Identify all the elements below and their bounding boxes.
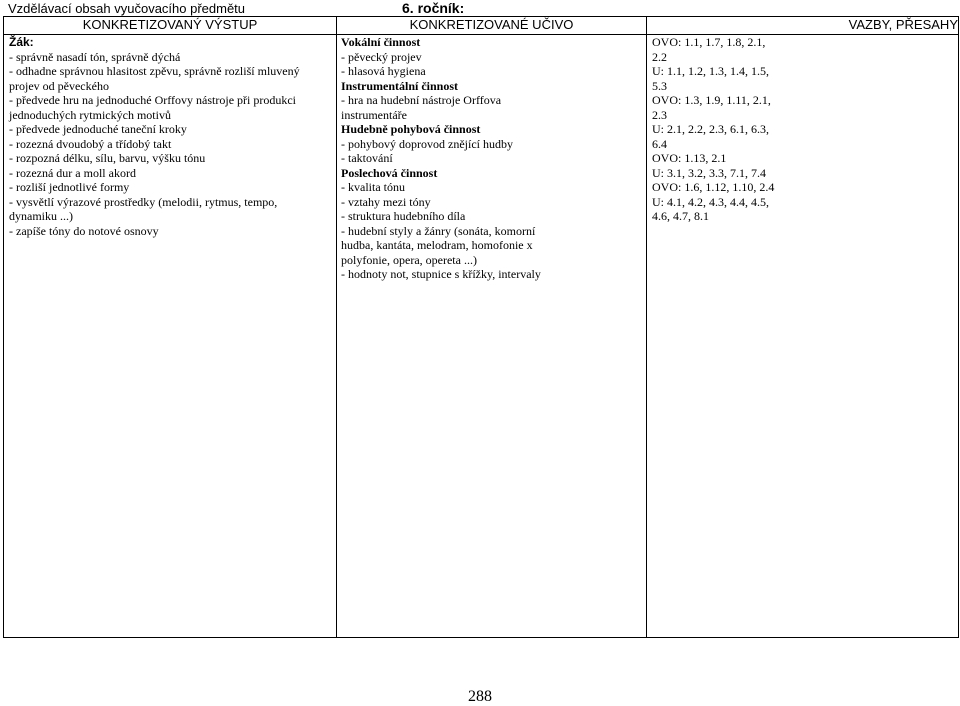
links-line: OVO: 1.1, 1.7, 1.8, 2.1, (652, 35, 766, 49)
content-section-heading: Hudebně pohybová činnost (341, 122, 481, 136)
column-header-content: KONKRETIZOVANÉ UČIVO (409, 17, 574, 32)
grade-heading: 6. ročník: (402, 0, 465, 16)
output-line: - rozezná dvoudobý a třídobý takt (9, 136, 172, 151)
content-line: - pěvecký projev (341, 49, 422, 64)
content-line: - hudební styly a žánry (sonáta, komorní (341, 223, 536, 238)
links-line: 2.3 (652, 107, 667, 122)
table-right-border (958, 16, 959, 638)
table-bottom-border (3, 637, 958, 638)
content-line: - vztahy mezi tóny (341, 194, 431, 209)
content-line: - pohybový doprovod znějící hudby (341, 136, 513, 151)
content-line: - kvalita tónu (341, 180, 405, 194)
output-line: - správně nasadí tón, správně dýchá (9, 49, 181, 64)
output-line: - rozpozná délku, sílu, barvu, výšku tónu (9, 151, 206, 165)
table-left-border (3, 16, 4, 638)
links-line: U: 2.1, 2.2, 2.3, 6.1, 6.3, (652, 122, 769, 136)
output-line: - rozezná dur a moll akord (9, 165, 136, 180)
links-line: 4.6, 4.7, 8.1 (652, 209, 709, 223)
output-line: - předvede hru na jednoduché Orffovy nástroje při produkci (9, 93, 297, 107)
output-line: projev od pěveckého (9, 78, 109, 93)
output-line: - odhadne správnou hlasitost zpěvu, správně rozliší mluvený (9, 64, 300, 78)
content-section-heading: Vokální činnost (341, 35, 421, 49)
output-line: - předvede jednoduché taneční kroky (9, 122, 187, 136)
column-header-links (647, 17, 958, 32)
column-header-output: KONKRETIZOVANÝ VÝSTUP (82, 17, 258, 32)
links-line: 5.3 (652, 78, 667, 93)
output-line: - zapíše tóny do notové osnovy (9, 223, 159, 238)
content-line: - struktura hudebního díla (341, 209, 466, 223)
content-section-heading: Poslechová činnost (341, 165, 438, 180)
links-line: U: 1.1, 1.2, 1.3, 1.4, 1.5, (652, 64, 769, 78)
column-divider-1 (336, 16, 337, 638)
output-line: dynamiku ...) (9, 209, 73, 223)
links-line: U: 4.1, 4.2, 4.3, 4.4, 4.5, (652, 194, 769, 209)
output-cell (9, 35, 334, 238)
links-cell (652, 35, 952, 224)
content-cell (341, 35, 644, 282)
content-line: - hra na hudební nástroje Orffova (341, 93, 502, 107)
column-divider-2 (646, 16, 647, 638)
page-number: 288 (468, 688, 492, 705)
links-line: U: 3.1, 3.2, 3.3, 7.1, 7.4 (652, 165, 766, 180)
links-line: 6.4 (652, 136, 667, 151)
content-line: instrumentáře (341, 107, 407, 122)
column-header-links-text: VAZBY, PŘESAHY (848, 17, 958, 32)
pupil-heading: Žák: (9, 35, 34, 49)
content-line: - hodnoty not, stupnice s křížky, intervaly (341, 267, 541, 281)
subject-title: Vzdělávací obsah vyučovacího předmětu (8, 1, 246, 16)
content-line: - hlasová hygiena (341, 64, 426, 78)
links-line: OVO: 1.13, 2.1 (652, 151, 727, 165)
content-line: polyfonie, opera, opereta ...) (341, 252, 477, 267)
links-line: OVO: 1.6, 1.12, 1.10, 2.4 (652, 180, 775, 194)
content-line: hudba, kantáta, melodram, homofonie x (341, 238, 533, 252)
output-line: jednoduchých rytmických motivů (9, 107, 171, 122)
content-section-heading: Instrumentální činnost (341, 78, 459, 93)
output-line: - rozliší jednotlivé formy (9, 180, 130, 194)
output-line: - vysvětlí výrazové prostředky (melodii, rytmus, tempo, (9, 194, 278, 209)
content-line: - taktování (341, 151, 393, 165)
links-line: 2.2 (652, 49, 667, 64)
links-line: OVO: 1.3, 1.9, 1.11, 2.1, (652, 93, 771, 107)
